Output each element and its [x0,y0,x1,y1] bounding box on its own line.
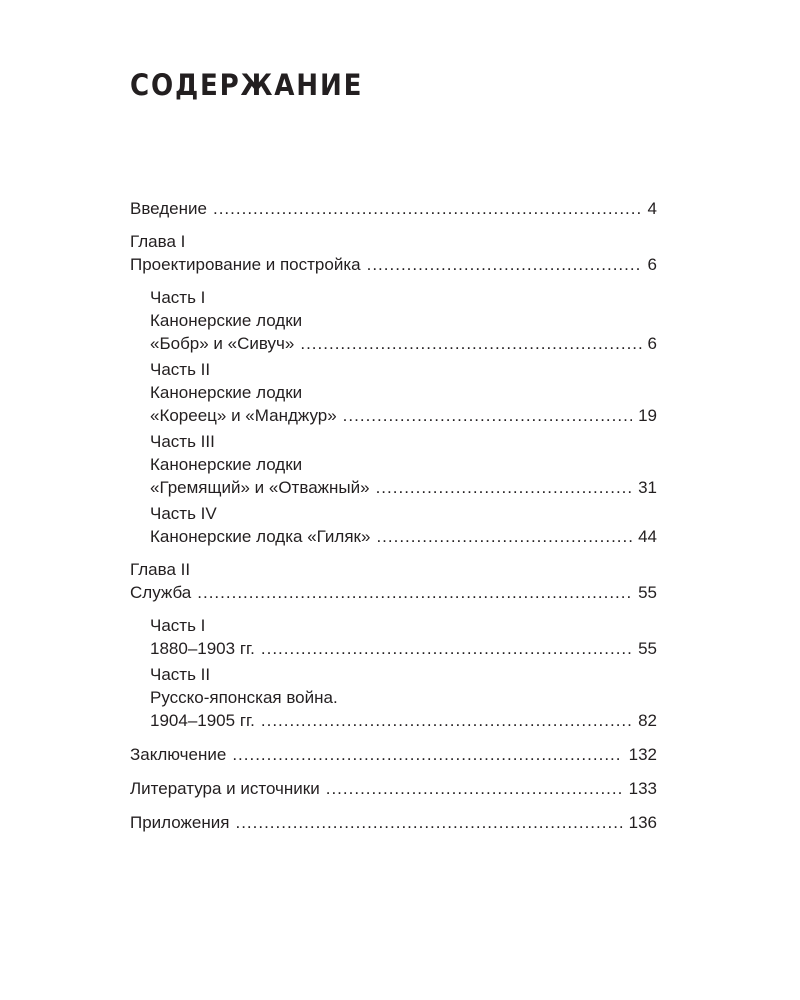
toc-page-number: 82 [638,711,657,730]
toc-entry-appendix[interactable] [130,811,657,834]
dot-leader [261,637,632,660]
dot-leader [376,525,632,548]
part-heading: Часть IV [150,504,217,523]
toc-page-number: 4 [647,199,657,218]
toc-entry-label: 1880–1903 гг. [150,639,255,658]
toc-page-number: 6 [647,334,657,353]
dot-leader [261,709,632,732]
toc-page-number: 136 [628,813,657,832]
toc-entry-label: «Гремящий» и «Отважный» [150,478,370,497]
part-subtitle: Канонерские лодки [150,311,303,330]
toc-entry-intro[interactable] [130,197,657,220]
dot-leader [367,253,642,276]
part-heading: Часть III [150,432,215,451]
toc-page-number: 19 [638,406,657,425]
toc-entry-label: Служба [130,583,192,602]
dot-leader [343,404,632,427]
toc-page-number: 55 [638,583,657,602]
part-heading: Часть II [150,665,211,684]
toc-entry-ch2-part-1[interactable] [130,614,657,660]
toc-entry-conclusion[interactable] [130,743,657,766]
part-heading: Часть I [150,288,206,307]
toc-entry-ch1-part-1[interactable] [130,286,657,355]
toc-entry-label: Проектирование и постройка [130,255,361,274]
toc-page-number: 133 [628,779,657,798]
toc-entry-label: Приложения [130,813,230,832]
dot-leader [326,777,623,800]
dot-leader [197,581,632,604]
page-title: СОДЕРЖАНИЕ [130,68,364,102]
toc-entry-label: Введение [130,199,207,218]
chapter-heading: Глава II [130,560,191,579]
dot-leader [213,197,642,220]
toc-entry-chapter-2[interactable] [130,558,657,604]
dot-leader [232,743,622,766]
dot-leader [235,811,622,834]
toc-entry-label: Канонерские лодка «Гиляк» [150,527,371,546]
toc-entry-label: Заключение [130,745,227,764]
toc-entry-ch1-part-3[interactable] [130,430,657,499]
toc-entry-label: 1904–1905 гг. [150,711,255,730]
dot-leader [376,476,633,499]
part-heading: Часть I [150,616,206,635]
toc-page-number: 31 [638,478,657,497]
chapter-heading: Глава I [130,232,186,251]
toc-page-number: 132 [628,745,657,764]
table-of-contents [130,197,657,834]
toc-entry-ch2-part-2[interactable] [130,663,657,732]
toc-entry-literature[interactable] [130,777,657,800]
part-heading: Часть II [150,360,211,379]
toc-entry-label: «Кореец» и «Манджур» [150,406,337,425]
toc-entry-ch1-part-2[interactable] [130,358,657,427]
toc-entry-label: «Бобр» и «Сивуч» [150,334,295,353]
toc-entry-ch1-part-4[interactable] [130,502,657,548]
part-subtitle: Русско-японская война. [150,688,338,707]
dot-leader [300,332,641,355]
toc-page-number: 44 [638,527,657,546]
toc-entry-label: Литература и источники [130,779,320,798]
part-subtitle: Канонерские лодки [150,455,303,474]
part-subtitle: Канонерские лодки [150,383,303,402]
toc-page-number: 55 [638,639,657,658]
toc-page-number: 6 [647,255,657,274]
toc-entry-chapter-1[interactable] [130,230,657,276]
